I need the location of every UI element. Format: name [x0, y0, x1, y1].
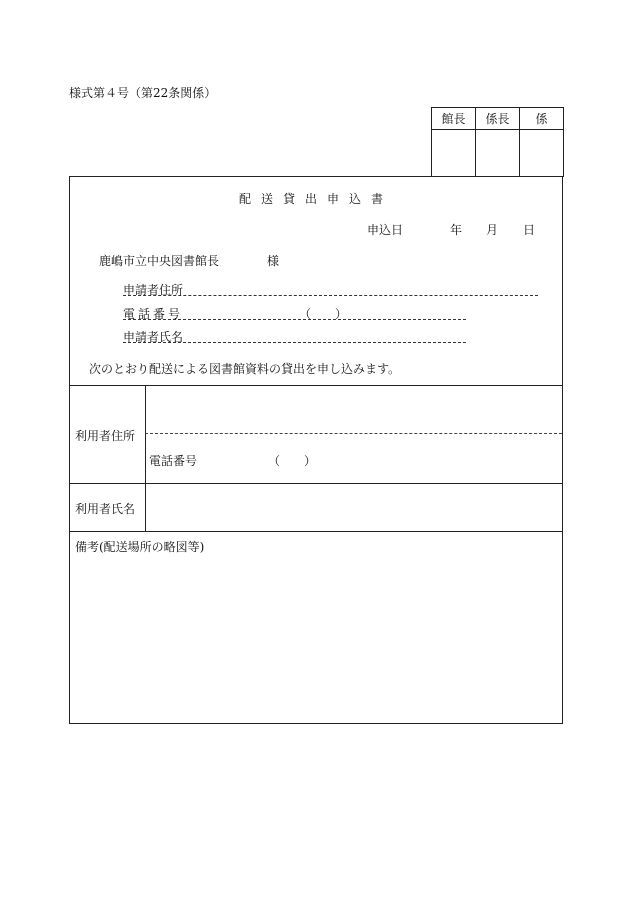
stamp-header-chief: 係長	[476, 108, 520, 130]
date-prefix: 申込日	[367, 223, 404, 237]
applicant-address-label: 申請者住所	[123, 283, 184, 297]
user-phone-label: 電話番号	[149, 454, 198, 468]
approval-stamp-table	[431, 107, 564, 177]
address-dashed-divider	[145, 433, 562, 434]
form-title: 配送貸出申込書	[238, 192, 393, 206]
stamp-cell-director[interactable]	[432, 130, 476, 177]
user-name-input[interactable]	[149, 486, 559, 528]
user-address-label: 利用者住所	[75, 429, 136, 443]
addressee-honorific: 様	[267, 254, 280, 268]
addressee	[99, 252, 280, 269]
application-form	[69, 176, 563, 724]
stamp-header-director: 館長	[432, 108, 476, 130]
user-name-column-line	[145, 483, 146, 531]
date-year-label: 年	[450, 223, 463, 237]
applicant-phone-field[interactable]	[123, 305, 466, 320]
stamp-cell-staff[interactable]	[520, 130, 564, 177]
applicant-phone-paren: （ ）	[299, 307, 348, 321]
stamp-header-staff: 係	[520, 108, 564, 130]
applicant-name-field[interactable]	[123, 328, 466, 343]
remarks-area[interactable]	[75, 557, 557, 717]
user-name-label: 利用者氏名	[75, 502, 136, 516]
date-month-label: 月	[486, 223, 499, 237]
user-address-input[interactable]	[149, 388, 559, 430]
date-day-label: 日	[523, 223, 536, 237]
divider	[70, 531, 562, 532]
applicant-address-field[interactable]	[123, 281, 538, 296]
addressee-name: 鹿嶋市立中央図書館長	[99, 254, 220, 268]
divider	[70, 385, 562, 386]
divider	[70, 483, 562, 484]
user-phone-paren: （ ）	[268, 454, 317, 468]
intro-text: 次のとおり配送による図書館資料の貸出を申し込みます。	[89, 362, 401, 376]
applicant-name-label: 申請者氏名	[123, 330, 184, 344]
applicant-phone-label: 電話番号	[123, 307, 184, 321]
stamp-cell-chief[interactable]	[476, 130, 520, 177]
remarks-label: 備考(配送場所の略図等)	[75, 540, 205, 554]
user-address-column-line	[145, 385, 146, 483]
form-number: 様式第４号（第22条関係）	[69, 86, 217, 100]
